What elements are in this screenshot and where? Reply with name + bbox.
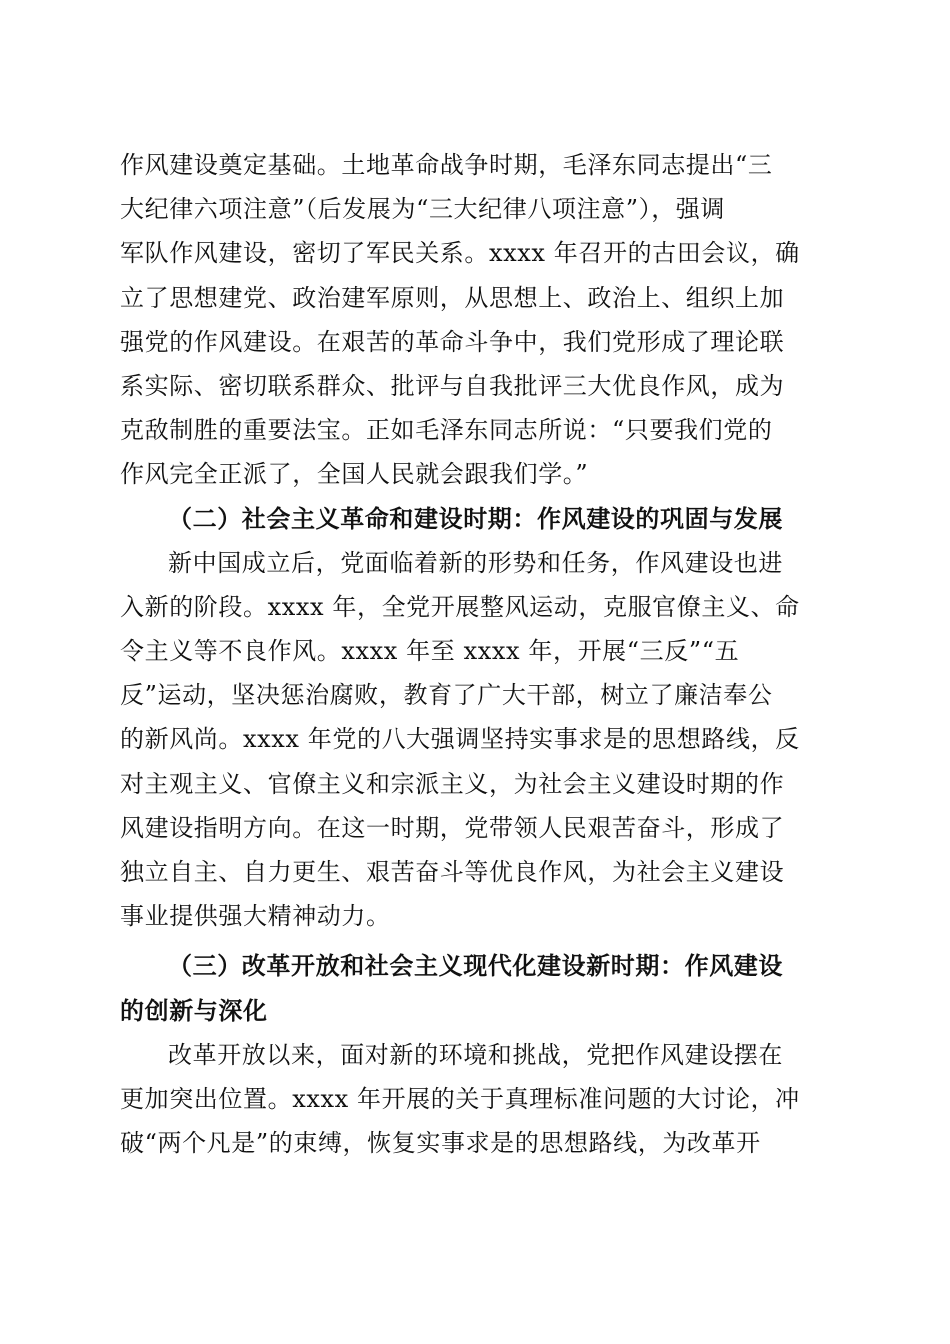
document-body — [120, 143, 830, 1165]
paragraph-2-line-6: 对主观主义、官僚主义和宗派主义，为社会主义建设时期的作 — [120, 769, 785, 798]
paragraph-2-line-7: 风建设指明方向。在这一时期，党带领人民艰苦奋斗，形成了 — [120, 813, 785, 842]
paragraph-1-line-7: 克敌制胜的重要法宝。正如毛泽东同志所说：“只要我们党的 — [120, 416, 773, 445]
paragraph-2-line-8: 独立自主、自力更生、艰苦奋斗等优良作风，为社会主义建设 — [120, 858, 785, 886]
paragraph-2-line-9: 事业提供强大精神动力。 — [120, 902, 391, 931]
paragraph-3 — [120, 1033, 830, 1166]
paragraph-1-line-2: 大纪律六项注意”（后发展为“三大纪律八项注意”），强调 — [120, 195, 726, 224]
paragraph-1-line-6: 系实际、密切联系群众、批评与自我批评三大优良作风，成为 — [120, 371, 785, 400]
paragraph-3-line-2: 更加突出位置。xxxx 年开展的关于真理标准问题的大讨论，冲 — [120, 1084, 800, 1113]
section-heading-3-line-2: 的创新与深化 — [120, 995, 268, 1025]
section-heading-2: （二）社会主义革命和建设时期：作风建设的巩固与发展 — [168, 503, 783, 533]
paragraph-2-line-2: 入新的阶段。xxxx 年，全党开展整风运动，克服官僚主义、命 — [120, 592, 800, 621]
paragraph-1-line-8: 作风完全正派了，全国人民就会跟我们学。” — [120, 460, 589, 489]
paragraph-1-line-3: 军队作风建设，密切了军民关系。xxxx 年召开的古田会议，确 — [120, 239, 800, 268]
section-heading-3 — [120, 944, 830, 1032]
paragraph-2-line-3: 令主义等不良作风。xxxx 年至 xxxx 年，开展“三反”“五 — [120, 637, 740, 666]
paragraph-2-line-5: 的新风尚。xxxx 年党的八大强调坚持实事求是的思想路线，反 — [120, 725, 800, 754]
paragraph-3-line-3: 破“两个凡是”的束缚，恢复实事求是的思想路线，为改革开 — [120, 1129, 761, 1158]
paragraph-3-line-1: 改革开放以来，面对新的环境和挑战，党把作风建设摆在 — [168, 1040, 783, 1069]
paragraph-2-line-1: 新中国成立后，党面临着新的形势和任务，作风建设也进 — [168, 548, 783, 577]
paragraph-1-line-5: 强党的作风建设。在艰苦的革命斗争中，我们党形成了理论联 — [120, 327, 785, 356]
paragraph-2 — [120, 541, 830, 939]
paragraph-2-line-4: 反”运动，坚决惩治腐败，教育了广大干部，树立了廉洁奉公 — [120, 681, 773, 710]
section-heading-3-line-1: （三）改革开放和社会主义现代化建设新时期：作风建设 — [168, 951, 783, 981]
paragraph-1-line-1: 作风建设奠定基础。土地革命战争时期，毛泽东同志提出“三 — [120, 151, 773, 179]
paragraph-1-line-4: 立了思想建党、政治建军原则，从思想上、政治上、组织上加 — [120, 283, 785, 312]
paragraph-1 — [120, 143, 830, 497]
